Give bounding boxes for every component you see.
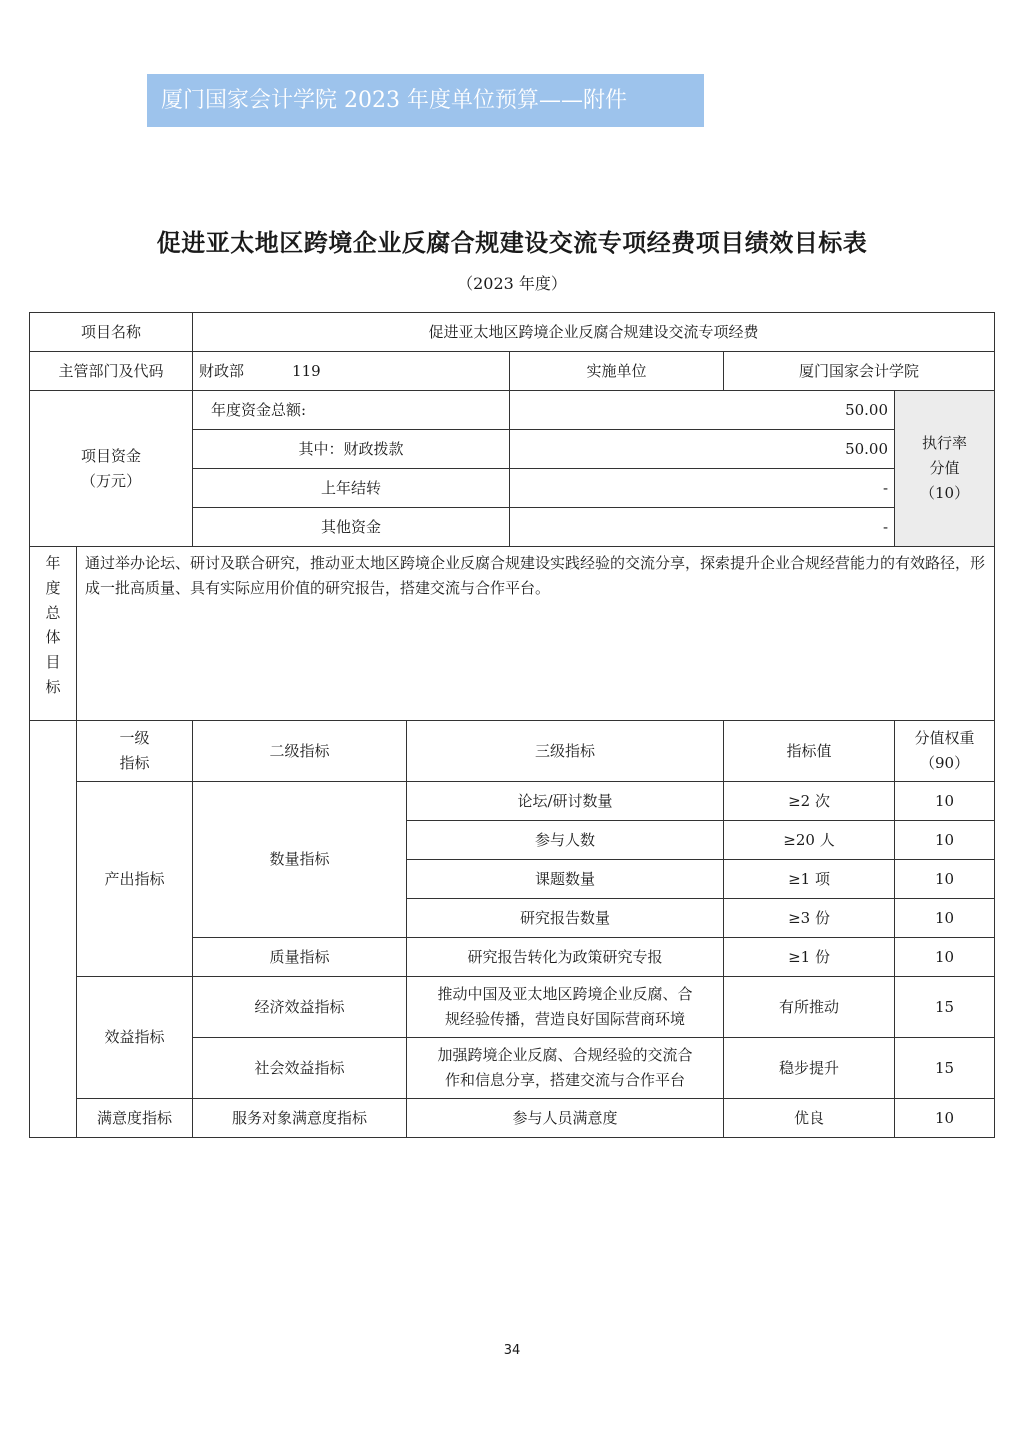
- indicator-name: 课题数量: [407, 860, 724, 899]
- indicator-name-line2: 作和信息分享，搭建交流与合作平台: [445, 1071, 686, 1089]
- satisfaction-indicator-label: 满意度指标: [77, 1099, 193, 1138]
- annual-goal-row: [30, 547, 995, 721]
- quantity-indicator-label: 数量指标: [193, 782, 407, 938]
- annual-goal-label-char: 年: [45, 554, 61, 572]
- quality-indicator-label: 质量指标: [193, 938, 407, 977]
- funds-total-label: 年度资金总额:: [193, 391, 510, 430]
- department-code: 119: [292, 361, 321, 380]
- indicator-weight: 10: [895, 938, 995, 977]
- page-title: 促进亚太地区跨境企业反腐合规建设交流专项经费项目绩效目标表: [156, 229, 868, 257]
- indicator-weight: 10: [895, 782, 995, 821]
- project-name-label: 项目名称: [30, 313, 193, 352]
- funds-other-value: -: [510, 508, 895, 547]
- funds-label-line1: 项目资金: [81, 446, 142, 465]
- indicator-name: 参与人数: [407, 821, 724, 860]
- indicator-name-line1: 加强跨境企业反腐、合规经验的交流合: [437, 1046, 693, 1065]
- indicator-row: [30, 977, 995, 1038]
- header-weight-line2: （90）: [919, 754, 970, 772]
- department-label: 主管部门及代码: [30, 352, 193, 391]
- indicator-name: 论坛/研讨数量: [407, 782, 724, 821]
- economic-indicator-label: 经济效益指标: [193, 977, 407, 1038]
- header-level2: 二级指标: [193, 721, 407, 782]
- document-banner: 厦门国家会计学院 2023 年度单位预算——附件: [147, 74, 704, 127]
- service-satisfaction-label: 服务对象满意度指标: [193, 1099, 407, 1138]
- funds-total-row: [30, 391, 995, 430]
- page-number: 34: [503, 1343, 521, 1358]
- funds-total-value: 50.00: [510, 391, 895, 430]
- funds-fiscal-value: 50.00: [510, 430, 895, 469]
- project-name-row: [30, 313, 995, 352]
- funds-fiscal-label: 其中：财政拨款: [193, 430, 510, 469]
- implementing-unit-label: 实施单位: [510, 352, 724, 391]
- annual-goal-label-char: 体: [45, 628, 61, 647]
- annual-goal-label-char: 度: [45, 578, 61, 597]
- annual-goal-text: 通过举办论坛、研讨及联合研究，推动亚太地区跨境企业反腐合规建设实践经验的交流分享，探索提升企业合规经营能力的有效路径，形成一批高质量、具有实际应用价值的研究报告，搭建交流与合作平台。: [77, 547, 995, 721]
- indicator-value: ≥1 份: [724, 938, 895, 977]
- indicator-blank-column: [30, 721, 77, 1138]
- indicator-header-row: [30, 721, 995, 782]
- funds-carryover-label: 上年结转: [193, 469, 510, 508]
- execution-rate-line3: （10）: [919, 483, 970, 502]
- indicator-name: 参与人员满意度: [407, 1099, 724, 1138]
- indicator-name: [407, 977, 724, 1038]
- execution-rate-line1: 执行率: [922, 434, 968, 453]
- execution-rate-line2: 分值: [929, 459, 960, 478]
- indicator-name: 研究报告数量: [407, 899, 724, 938]
- header-level3: 三级指标: [407, 721, 724, 782]
- funds-other-label: 其他资金: [193, 508, 510, 547]
- annual-goal-label: [30, 547, 77, 721]
- indicator-value: 优良: [724, 1099, 895, 1138]
- header-level1: [77, 721, 193, 782]
- department-name: 财政部: [199, 361, 245, 380]
- benefit-indicator-label: 效益指标: [77, 977, 193, 1099]
- performance-target-table: [29, 312, 995, 1138]
- indicator-value: 有所推动: [724, 977, 895, 1038]
- output-indicator-label: 产出指标: [77, 782, 193, 977]
- indicator-weight: 10: [895, 899, 995, 938]
- indicator-row: [30, 1099, 995, 1138]
- annual-goal-label-char: 标: [45, 677, 61, 696]
- project-name-value: 促进亚太地区跨境企业反腐合规建设交流专项经费: [193, 313, 995, 352]
- indicator-name: 研究报告转化为政策研究专报: [407, 938, 724, 977]
- header-weight: [895, 721, 995, 782]
- indicator-value: 稳步提升: [724, 1038, 895, 1099]
- annual-goal-label-char: 总: [45, 603, 61, 622]
- funds-label-line2: （万元）: [81, 471, 142, 490]
- indicator-weight: 10: [895, 860, 995, 899]
- header-value: 指标值: [724, 721, 895, 782]
- indicator-name-line1: 推动中国及亚太地区跨境企业反腐、合: [437, 985, 693, 1004]
- indicator-value: ≥20 人: [724, 821, 895, 860]
- funds-label: [30, 391, 193, 547]
- execution-rate-score: [895, 391, 995, 547]
- indicator-value: ≥3 份: [724, 899, 895, 938]
- indicator-weight: 10: [895, 821, 995, 860]
- social-indicator-label: 社会效益指标: [193, 1038, 407, 1099]
- implementing-unit-value: 厦门国家会计学院: [724, 352, 995, 391]
- header-weight-line1: 分值权重: [914, 729, 975, 748]
- indicator-name-line2: 规经验传播，营造良好国际营商环境: [445, 1010, 686, 1028]
- department-value: [193, 352, 510, 391]
- indicator-weight: 15: [895, 977, 995, 1038]
- indicator-value: ≥2 次: [724, 782, 895, 821]
- indicator-name: [407, 1038, 724, 1099]
- annual-goal-label-char: 目: [45, 653, 61, 671]
- indicator-value: ≥1 项: [724, 860, 895, 899]
- funds-carryover-value: -: [510, 469, 895, 508]
- indicator-row: [30, 782, 995, 821]
- header-level1-line2: 指标: [119, 754, 150, 772]
- page-subtitle: （2023 年度）: [457, 274, 567, 293]
- department-row: [30, 352, 995, 391]
- header-level1-line1: 一级: [119, 729, 150, 748]
- indicator-weight: 10: [895, 1099, 995, 1138]
- indicator-weight: 15: [895, 1038, 995, 1099]
